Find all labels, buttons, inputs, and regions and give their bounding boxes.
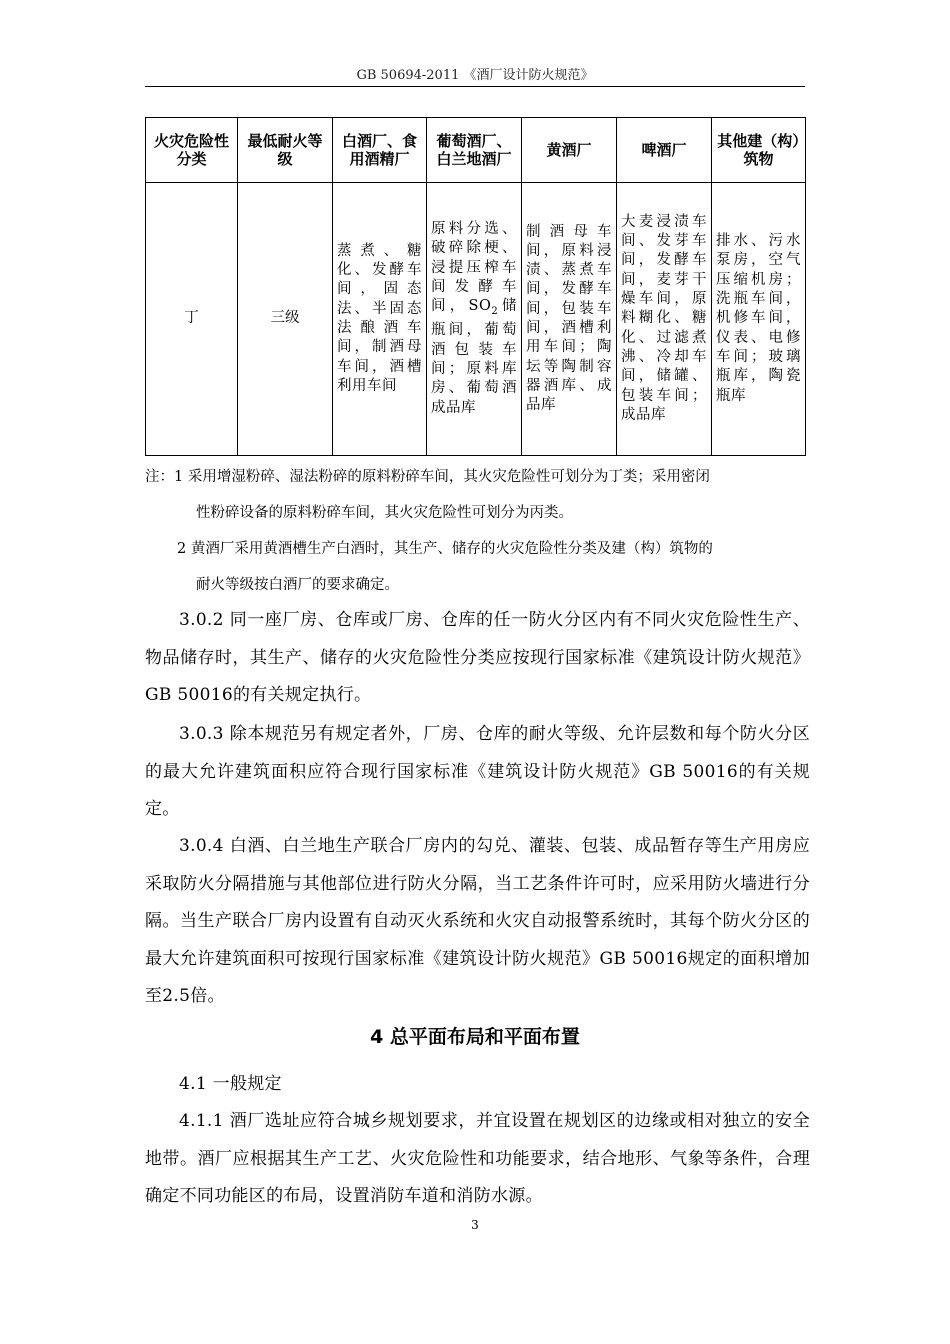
table-note-1-cont: 性粉碎设备的原料粉碎车间，其火灾危险性可划分为丙类。 [196,505,573,521]
cell-wine-text-b: 储瓶间，葡萄酒包装车间；原料库房、葡萄酒成品库 [431,298,517,416]
column-header: 最低耐火等级 [238,118,333,183]
clause-4-1-1: 4.1.1 酒厂选址应符合城乡规划要求，并宜设置在规划区的边缘或相对独立的安全地带。酒厂应根据其生产工艺、火灾危险性和功能要求，结合地形、气象等条件，合理确定不同功能区的布局，设置消防车道和消防水源。 [145,1111,810,1206]
clause-3-0-2: 3.0.2 同一座厂房、仓库或厂房、仓库的任一防火分区内有不同火灾危险性生产、物品储存时，其生产、储存的火灾危险性分类应按现行国家标准《建筑设计防火规范》GB 50016的有关规定执行。 [145,610,810,705]
column-header: 啤酒厂 [617,118,712,183]
table-note-1: 注：1 采用增湿粉碎、湿法粉碎的原料粉碎车间，其火灾危险性可划分为丁类；采用密闭 [145,469,710,485]
cell-beer: 大麦浸渍车间、发芽车间，发酵车间，麦芽干燥车间，原料糊化、糖化、过滤煮沸、冷却车间，储罐、包装车间；成品库 [617,183,712,456]
cell-grade: 三级 [238,183,333,456]
table-note-2-cont: 耐火等级按白酒厂的要求确定。 [196,577,399,593]
chapter-title: 4 总平面布局和平面布置 [370,1026,580,1048]
cell-baijiu: 蒸煮、糖化、发酵车间，固态法、半固态法酿酒车间，制酒母车间，酒槽利用车间 [333,183,427,456]
column-header: 火灾危险性分类 [146,118,238,183]
table-note-2: 2 黄酒厂采用黄酒槽生产白酒时，其生产、储存的火灾危险性分类及建（构）筑物的 [177,541,713,557]
running-header: GB 50694-2011 《酒厂设计防火规范》 [356,68,594,83]
subscript-two: 2 [491,306,499,318]
fire-classification-table [145,117,806,456]
cell-other: 排水、污水泵房，空气压缩机房；洗瓶车间，机修车间，仪表、电修车间；玻璃瓶库，陶瓷瓶库 [712,183,806,456]
column-header: 葡萄酒厂、白兰地酒厂 [427,118,522,183]
column-header: 黄酒厂 [522,118,617,183]
page-number: 3 [471,1218,479,1232]
section-title: 4.1 一般规定 [179,1074,282,1094]
header-rule [145,86,805,87]
column-header: 其他建（构）筑物 [712,118,806,183]
clause-3-0-4: 3.0.4 白酒、白兰地生产联合厂房内的勾兑、灌装、包装、成品暂存等生产用房应采取防火分隔措施与其他部位进行防火分隔，当工艺条件许可时，应采用防火墙进行分隔。当生产联合厂房内设置有自动灭火系统和火灾自动报警系统时，其每个防火分区的最大允许建筑面积可按现行国家标准《建筑设计防火规范》GB 50016规定的面积增加至2.5倍。 [145,836,810,1006]
table-row [146,183,806,456]
cell-wine [427,183,522,456]
clause-3-0-3: 3.0.3 除本规范另有规定者外，厂房、仓库的耐火等级、允许层数和每个防火分区的最大允许建筑面积应符合现行国家标准《建筑设计防火规范》GB 50016的有关规定。 [145,724,810,819]
table-header-row [146,118,806,183]
cell-category: 丁 [146,183,238,456]
cell-wine-text-a: 原料分选、破碎除梗、浸提压榨车间发酵车间，SO [431,221,517,315]
column-header: 白酒厂、食用酒精厂 [333,118,427,183]
cell-huangjiu: 制酒母车间，原料浸渍、蒸煮车间，发酵车间，包装车间，酒槽利用车间；陶坛等陶制容器酒库、成品库 [522,183,617,456]
